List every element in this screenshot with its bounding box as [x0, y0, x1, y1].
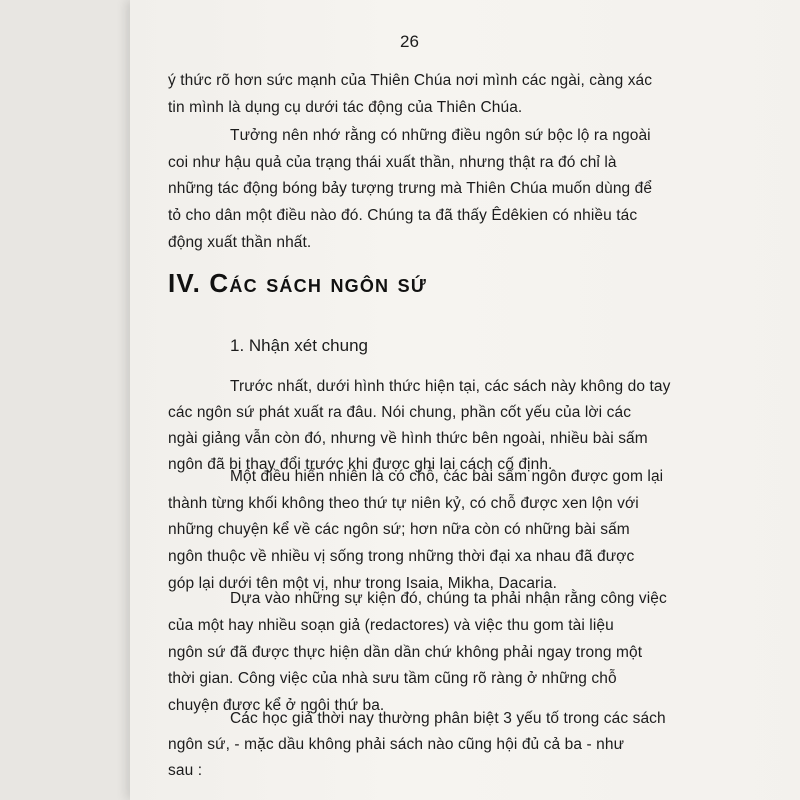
subsection-heading: 1. Nhận xét chung — [230, 336, 368, 355]
text-line: ngôn đã bị thay đổi trước khi được ghi lại cách cố định. — [168, 456, 553, 473]
text-line: động xuất thần nhất. — [168, 234, 312, 251]
text-line: coi như hậu quả của trạng thái xuất thần, nhưng thật ra đó chỉ là — [168, 154, 617, 171]
text-line: thành từng khối không theo thứ tự niên kỷ, có chỗ được xen lộn với — [168, 495, 639, 512]
text-line: các ngôn sứ phát xuất ra đâu. Nói chung, phần cốt yếu của lời các — [168, 404, 632, 421]
page-number: 26 — [400, 32, 419, 51]
text-line: thời gian. Công việc của nhà sưu tầm cũng rõ ràng ở những chỗ — [168, 670, 617, 687]
text-line: Dựa vào những sự kiện đó, chúng ta phải nhận rằng công việc — [230, 590, 667, 607]
text-line: sau : — [168, 762, 203, 779]
section-heading: IV. Các sách ngôn sứ — [168, 268, 428, 298]
book-page — [130, 0, 800, 800]
text-line: Trước nhất, dưới hình thức hiện tại, các sách này không do tay — [230, 378, 671, 395]
text-line: Tưởng nên nhớ rằng có những điều ngôn sứ bộc lộ ra ngoài — [230, 127, 651, 144]
text-line: Một điều hiển nhiên là có chỗ, các bài sấm ngôn được gom lại — [230, 468, 664, 485]
text-line: những chuyện kể về các ngôn sứ; hơn nữa còn có những bài sấm — [168, 521, 630, 538]
text-line: chuyện được kể ở ngôi thứ ba. — [168, 697, 385, 714]
text-line: ngài giảng vẫn còn đó, nhưng về hình thức bên ngoài, nhiều bài sấm — [168, 430, 648, 447]
text-line: ngôn sứ đã được thực hiện dần dần chứ không phải ngay trong một — [168, 644, 643, 661]
text-line: của một hay nhiều soạn giả (redactores) và việc thu gom tài liệu — [168, 617, 614, 634]
text-line: ngôn thuộc về nhiều vị sống trong những thời đại xa nhau đã được — [168, 548, 635, 565]
text-line: những tác động bóng bảy tượng trưng mà Thiên Chúa muốn dùng để — [168, 180, 653, 197]
text-line: góp lại dưới tên một vị, như trong Isaia, Mikha, Dacaria. — [168, 575, 557, 592]
text-line: tin mình là dụng cụ dưới tác động của Thiên Chúa. — [168, 99, 523, 116]
text-line: tỏ cho dân một điều nào đó. Chúng ta đã thấy Êdêkien có nhiều tác — [168, 207, 638, 224]
text-line: ngôn sứ, - mặc dầu không phải sách nào cũng hội đủ cả ba - như — [168, 736, 625, 753]
text-line: Các học giả thời nay thường phân biệt 3 yếu tố trong các sách — [230, 710, 666, 727]
text-line: ý thức rõ hơn sức mạnh của Thiên Chúa nơi mình các ngài, càng xác — [168, 72, 653, 89]
